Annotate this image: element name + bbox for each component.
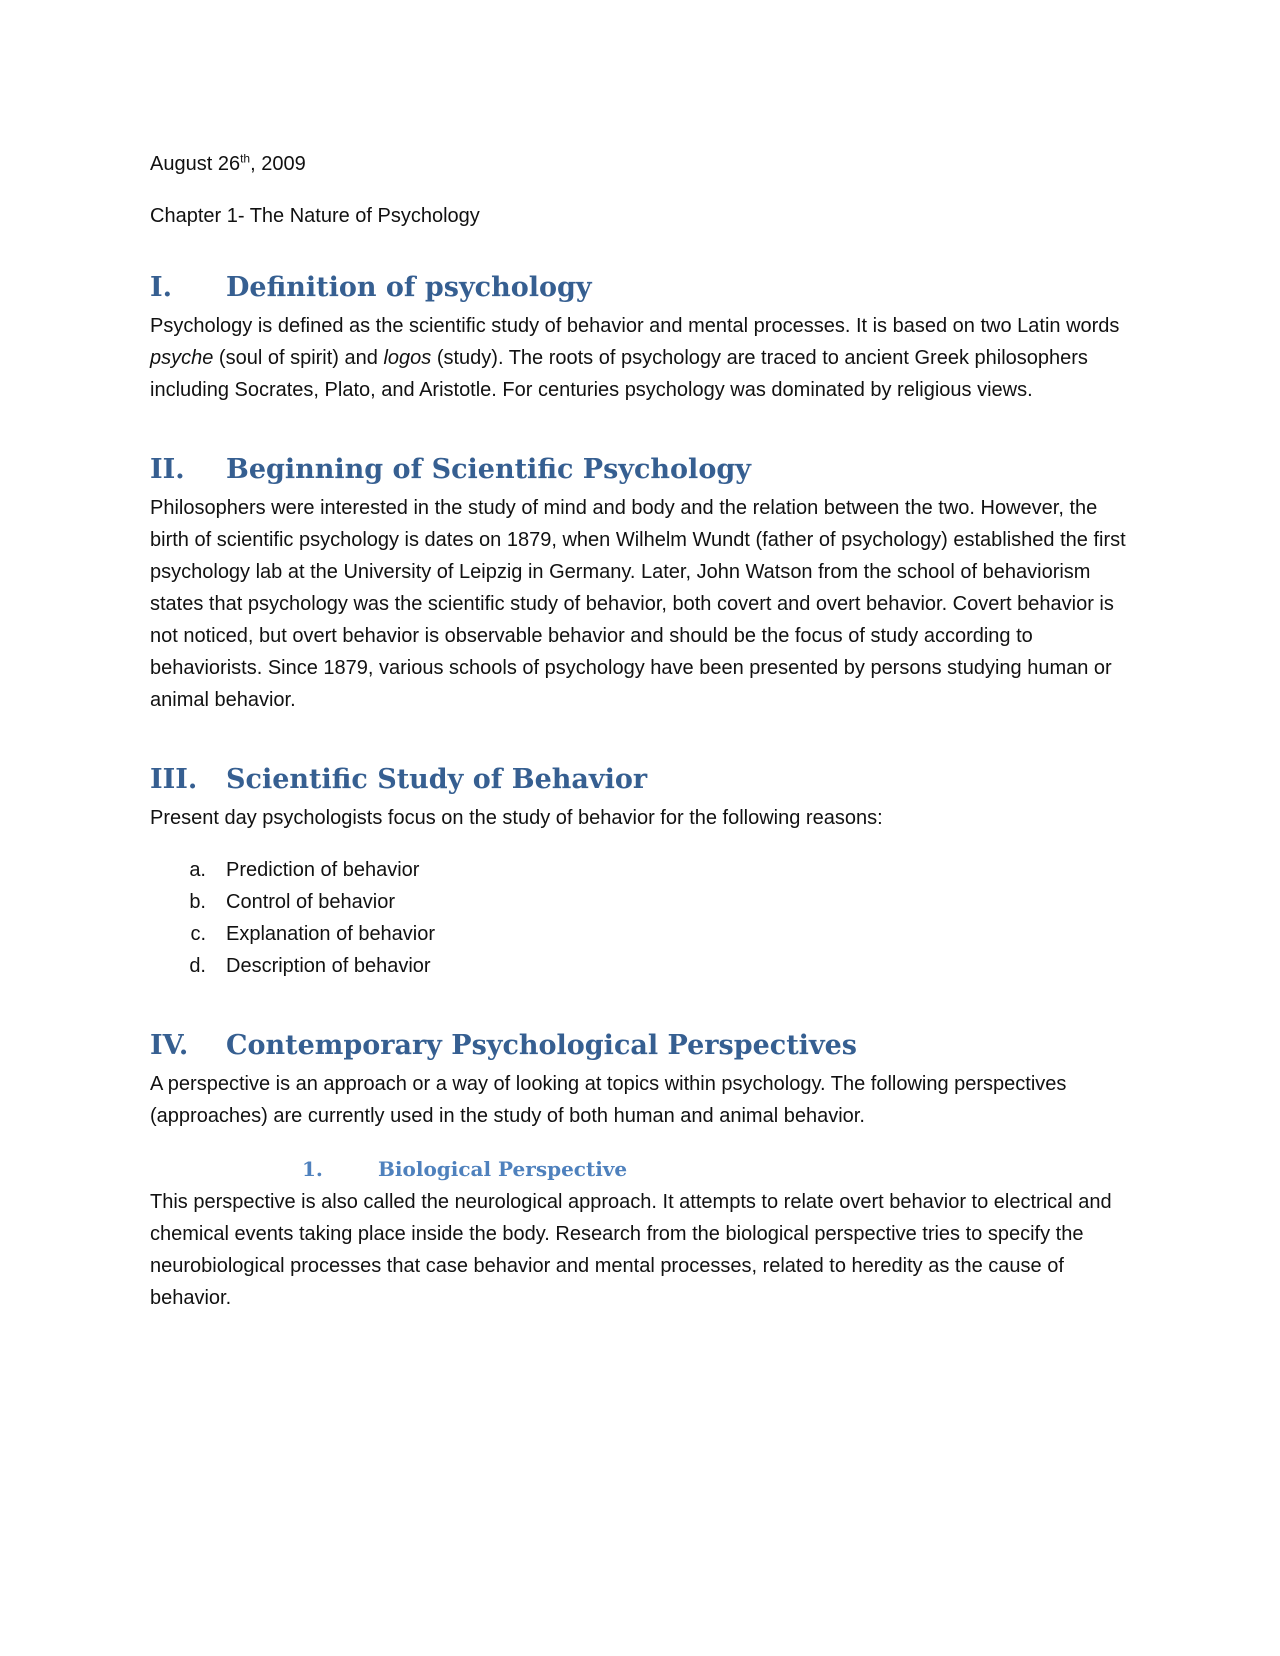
- reasons-list: [150, 854, 1140, 982]
- document-content: [150, 150, 1140, 1360]
- subsection-paragraph: This perspective is also called the neurological approach. It attempts to relate overt behavior to electrical and chemical events taking place inside the body. Research from the biological perspective tries to specify the neurobiological processes that case behavior and mental processes, related to heredity as the cause of behavior.: [150, 1191, 1112, 1309]
- list-marker: b.: [189, 891, 206, 913]
- section-number: I.: [150, 272, 173, 303]
- paragraph-text: (study). The roots of psychology are traced to ancient Greek philosophers including Socrates, Plato, and Aristotle. For centuries psychology was dominated by religious views.: [150, 347, 1088, 401]
- section-heading: [150, 270, 1140, 306]
- section-title: Beginning of Scientific Psychology: [226, 454, 751, 485]
- list-item-text: Control of behavior: [226, 891, 395, 913]
- italic-term-logos: logos: [383, 347, 432, 369]
- subsection-title: Biological Perspective: [378, 1157, 628, 1181]
- section-paragraph: A perspective is an approach or a way of looking at topics within psychology. The following perspectives (approaches) are currently used in the study of both human and animal behavior.: [150, 1073, 1067, 1127]
- section-heading: [150, 762, 1140, 798]
- list-item: [150, 854, 1140, 886]
- section-scientific-study: [150, 762, 1140, 982]
- section-number: IV.: [150, 1030, 189, 1061]
- section-paragraph: [150, 310, 1140, 406]
- paragraph-text: (soul of spirit) and: [213, 347, 384, 369]
- date-ordinal-suffix: th: [240, 151, 251, 166]
- section-number: III.: [150, 764, 198, 795]
- section-heading: [150, 452, 1140, 488]
- list-item-text: Prediction of behavior: [226, 859, 420, 881]
- section-title: Contemporary Psychological Perspectives: [226, 1030, 858, 1061]
- list-item: [150, 918, 1140, 950]
- list-item-text: Explanation of behavior: [226, 923, 436, 945]
- chapter-title: Chapter 1- The Nature of Psychology: [150, 205, 480, 227]
- date-year: , 2009: [250, 153, 306, 175]
- document-date: [150, 150, 1140, 178]
- section-paragraph: Philosophers were interested in the study of mind and body and the relation between the two. However, the birth of scientific psychology is dates on 1879, when Wilhelm Wundt (father of psychology) established the first psychology lab at the University of Leipzig in Germany. Later, John Watson from the school of behaviorism states that psychology was the scientific study of behavior, both covert and overt behavior. Covert behavior is not noticed, but overt behavior is observable behavior and should be the focus of study according to behaviorists. Since 1879, various schools of psychology have been presented by persons studying human or animal behavior.: [150, 497, 1126, 711]
- list-item-text: Description of behavior: [226, 955, 431, 977]
- section-number: II.: [150, 454, 185, 485]
- section-perspectives: [150, 1028, 1140, 1314]
- list-marker: d.: [189, 955, 206, 977]
- section-title: Definition of psychology: [226, 272, 592, 303]
- section-paragraph: Present day psychologists focus on the study of behavior for the following reasons:: [150, 807, 883, 829]
- section-title: Scientific Study of Behavior: [226, 764, 648, 795]
- list-marker: a.: [189, 859, 206, 881]
- subsection-number: 1.: [302, 1157, 323, 1181]
- italic-term-psyche: psyche: [150, 347, 214, 369]
- list-marker: c.: [190, 923, 206, 945]
- subsection-heading: [150, 1154, 1140, 1184]
- section-beginning: [150, 452, 1140, 716]
- list-item: [150, 950, 1140, 982]
- date-text: August 26: [150, 153, 241, 175]
- list-item: [150, 886, 1140, 918]
- section-definition: [150, 270, 1140, 406]
- paragraph-text: Psychology is defined as the scientific study of behavior and mental processes. It is based on two Latin words: [150, 315, 1120, 337]
- section-heading: [150, 1028, 1140, 1064]
